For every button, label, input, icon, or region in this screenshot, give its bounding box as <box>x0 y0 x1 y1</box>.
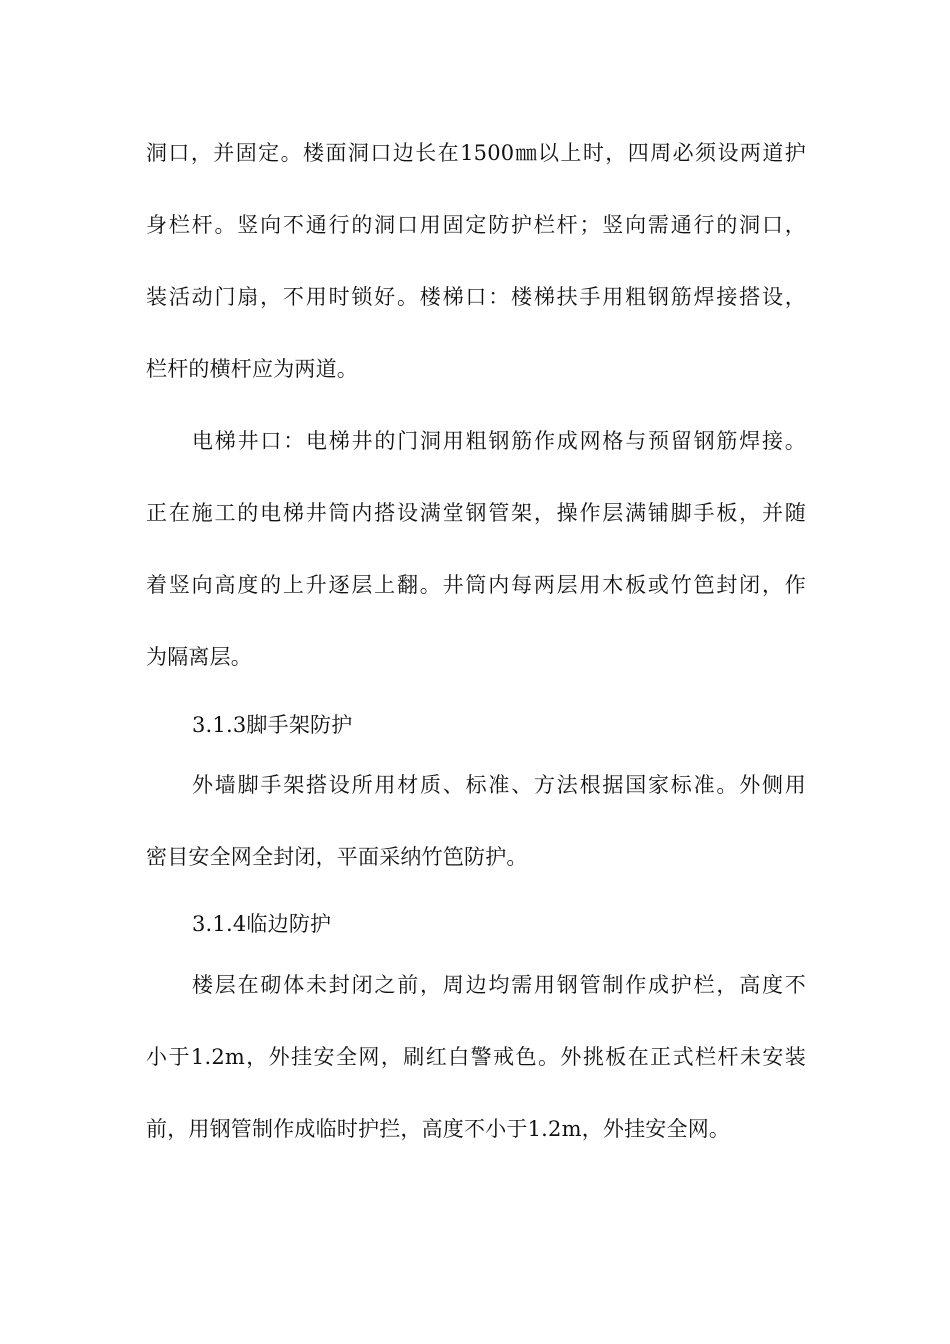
paragraph-line: 栏杆的横杆应为两道。 <box>146 357 358 381</box>
paragraph-line: 密目安全网全封闭，平面采纳竹笆防护。 <box>146 845 528 869</box>
paragraph-line: 洞口，并固定。楼面洞口边长在1500㎜以上时，四周必须设两道护 <box>146 141 806 165</box>
section-heading: 3.1.3脚手架防护 <box>192 713 353 737</box>
paragraph-line: 电梯井口：电梯井的门洞用粗钢筋作成网格与预留钢筋焊接。 <box>192 429 806 453</box>
paragraph-line: 装活动门扇，不用时锁好。楼梯口：楼梯扶手用粗钢筋焊接搭设， <box>146 285 806 309</box>
section-heading: 3.1.4临边防护 <box>192 912 332 936</box>
paragraph-line: 身栏杆。竖向不通行的洞口用固定防护栏杆；竖向需通行的洞口， <box>146 213 806 237</box>
paragraph-line: 楼层在砌体未封闭之前，周边均需用钢管制作成护栏，高度不 <box>192 973 806 997</box>
paragraph-line: 着竖向高度的上升逐层上翻。井筒内每两层用木板或竹笆封闭，作 <box>146 573 806 597</box>
paragraph-line: 正在施工的电梯井筒内搭设满堂钢管架，操作层满铺脚手板，并随 <box>146 501 806 525</box>
paragraph-line: 前，用钢管制作成临时护拦，高度不小于1.2m，外挂安全网。 <box>146 1117 731 1141</box>
paragraph-line: 小于1.2m，外挂安全网，刷红白警戒色。外挑板在正式栏杆未安装 <box>146 1045 806 1069</box>
paragraph-line: 外墙脚手架搭设所用材质、标准、方法根据国家标准。外侧用 <box>192 773 806 797</box>
paragraph-line: 为隔离层。 <box>146 645 252 669</box>
